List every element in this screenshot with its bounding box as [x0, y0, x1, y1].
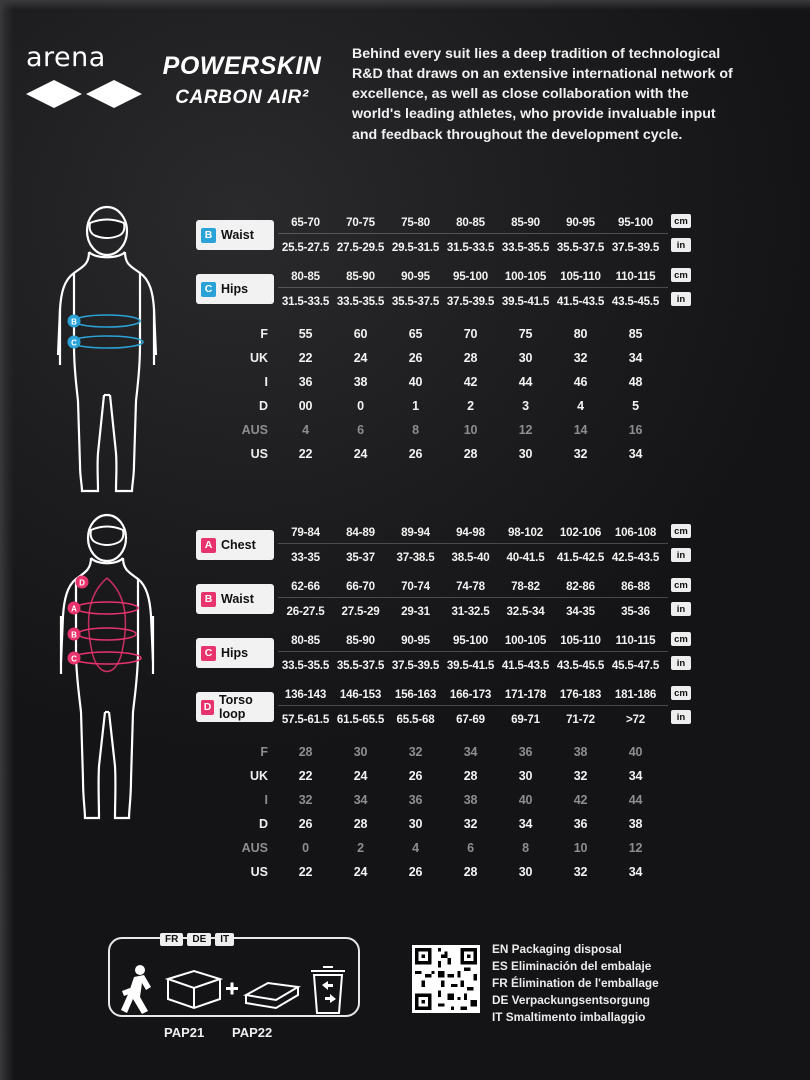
size-value: 26	[408, 351, 423, 365]
measurement-value: 171-178	[504, 688, 547, 701]
measurement-value: 95-100	[453, 634, 488, 647]
size-system-label: I	[264, 793, 268, 807]
measurement-value: 95-100	[453, 270, 488, 283]
size-system-label: D	[258, 817, 268, 831]
measurement-value: 78-82	[511, 580, 540, 593]
size-system-label: US	[250, 447, 268, 461]
panel-top-edge	[0, 0, 810, 10]
size-value: 42	[463, 375, 478, 389]
language-tab[interactable]: DE	[187, 933, 211, 946]
measurement-value: 35-36	[621, 605, 650, 618]
measurement-value: 43.5-45.5	[611, 295, 660, 308]
size-value: 30	[518, 769, 533, 783]
measurement-value: 65-70	[291, 216, 320, 229]
size-value: 80	[573, 327, 588, 341]
measurement-values-in	[278, 650, 663, 672]
size-value: 30	[408, 817, 423, 831]
svg-text:B: B	[71, 630, 77, 640]
measurement-tag: B	[201, 228, 216, 243]
row-divider	[278, 651, 668, 652]
measurement-value: 84-89	[346, 526, 375, 539]
size-system-label: I	[264, 375, 268, 389]
qr-code[interactable]	[412, 945, 480, 1013]
measurement-value: 41.5-43.5	[501, 659, 550, 672]
measurement-value: 32.5-34	[506, 605, 545, 618]
measurement-value: 62-66	[291, 580, 320, 593]
size-value: 40	[518, 793, 533, 807]
measurement-value: 90-95	[401, 634, 430, 647]
size-value: 34	[628, 769, 643, 783]
size-system-label: F	[260, 327, 268, 341]
size-value: 36	[408, 793, 423, 807]
size-value: 22	[298, 769, 313, 783]
measurement-value: 70-74	[401, 580, 430, 593]
row-divider	[278, 543, 668, 544]
svg-text:D: D	[79, 578, 85, 588]
unit-badge: in	[671, 656, 691, 670]
measurement-value: 35.5-37.5	[336, 659, 385, 672]
measurement-label	[196, 530, 274, 560]
size-value: 22	[298, 447, 313, 461]
measurement-value: 41.5-43.5	[556, 295, 605, 308]
male-body-diagram	[52, 205, 162, 500]
size-value: 4	[412, 841, 419, 855]
measurement-value: 86-88	[621, 580, 650, 593]
measurement-tag: B	[201, 592, 216, 607]
size-value: 2	[357, 841, 364, 855]
size-value: 60	[353, 327, 368, 341]
size-value: 55	[298, 327, 313, 341]
size-value: 6	[357, 423, 364, 437]
measurement-value: 80-85	[291, 634, 320, 647]
measurement-value: 69-71	[511, 713, 540, 726]
row-divider	[278, 233, 668, 234]
size-value: 30	[518, 865, 533, 879]
measurement-value: 85-90	[346, 270, 375, 283]
size-value: 38	[628, 817, 643, 831]
recycling-icons	[118, 957, 358, 1019]
size-value: 6	[467, 841, 474, 855]
measurement-value: 38.5-40	[451, 551, 490, 564]
measurement-tag: A	[201, 538, 216, 553]
size-system-label: UK	[249, 769, 268, 783]
measurement-label	[196, 692, 274, 722]
size-value: 22	[298, 351, 313, 365]
size-value: 3	[522, 399, 529, 413]
size-value: 10	[463, 423, 478, 437]
measurement-values-in	[278, 596, 663, 618]
disposal-line: IT Smaltimento imballaggio	[492, 1010, 646, 1025]
size-value: 65	[408, 327, 423, 341]
size-value: 24	[353, 865, 368, 879]
size-value: 28	[298, 745, 313, 759]
measurement-value: 26-27.5	[286, 605, 325, 618]
size-value: 30	[518, 351, 533, 365]
measurement-label	[196, 638, 274, 668]
size-system-label: AUS	[241, 841, 268, 855]
measurement-value: 106-108	[614, 526, 657, 539]
row-divider	[278, 705, 668, 706]
size-value: 48	[628, 375, 643, 389]
size-value: 34	[628, 351, 643, 365]
measurement-value: 37-38.5	[396, 551, 435, 564]
row-divider	[278, 287, 668, 288]
size-value: 40	[408, 375, 423, 389]
size-value: 34	[463, 745, 478, 759]
size-value: 26	[298, 817, 313, 831]
size-value: 2	[467, 399, 474, 413]
measurement-value: 105-110	[560, 270, 601, 283]
size-value: 36	[573, 817, 588, 831]
size-value: 36	[298, 375, 313, 389]
size-values	[278, 442, 663, 466]
svg-text:B: B	[71, 317, 77, 327]
measurement-name: Hips	[221, 282, 249, 296]
measurement-values-cm	[278, 518, 663, 539]
measurement-value: 74-78	[456, 580, 485, 593]
size-values	[278, 836, 663, 860]
size-system-label: UK	[249, 351, 268, 365]
measurement-value: 166-173	[449, 688, 492, 701]
size-value: 1	[412, 399, 419, 413]
measurement-value: 61.5-65.5	[336, 713, 385, 726]
size-system-label: D	[258, 399, 268, 413]
size-values	[278, 764, 663, 788]
measurement-value: 35.5-37.5	[556, 241, 605, 254]
measurement-value: 79-84	[291, 526, 320, 539]
measurement-values-in	[278, 542, 663, 564]
measurement-value: 29.5-31.5	[391, 241, 440, 254]
size-value: 14	[573, 423, 588, 437]
size-values	[278, 812, 663, 836]
size-value: 75	[518, 327, 533, 341]
measurement-value: 80-85	[291, 270, 320, 283]
size-value: 12	[518, 423, 533, 437]
measurement-value: 100-105	[504, 270, 547, 283]
measurement-value: 82-86	[566, 580, 595, 593]
svg-text:C: C	[71, 338, 77, 348]
size-value: 34	[353, 793, 368, 807]
size-values	[278, 394, 663, 418]
size-values	[278, 860, 663, 884]
unit-badge: cm	[671, 524, 691, 538]
measurement-value: 25.5-27.5	[281, 241, 330, 254]
measurement-values-in	[278, 286, 663, 308]
measurement-value: 40-41.5	[506, 551, 545, 564]
size-value: 40	[628, 745, 643, 759]
size-value: 30	[353, 745, 368, 759]
size-values	[278, 322, 663, 346]
measurement-value: 80-85	[456, 216, 485, 229]
size-values	[278, 788, 663, 812]
measurement-value: 67-69	[456, 713, 485, 726]
measurement-name: Hips	[221, 646, 249, 660]
measurement-value: >72	[625, 713, 646, 726]
pap21-label: PAP21	[164, 1025, 205, 1040]
measurement-value: 41.5-42.5	[556, 551, 605, 564]
size-values	[278, 740, 663, 764]
measurement-value: 94-98	[456, 526, 485, 539]
measurement-value: 27.5-29	[341, 605, 380, 618]
size-value: 70	[463, 327, 478, 341]
measurement-value: 105-110	[560, 634, 601, 647]
size-value: 24	[353, 447, 368, 461]
measurement-value: 39.5-41.5	[446, 659, 495, 672]
unit-badge: cm	[671, 268, 691, 282]
size-value: 00	[298, 399, 313, 413]
svg-text:A: A	[71, 604, 77, 614]
size-value: 44	[518, 375, 533, 389]
size-value: 28	[463, 865, 478, 879]
measurement-value: 35.5-37.5	[391, 295, 440, 308]
unit-badge: cm	[671, 578, 691, 592]
measurement-value: 110-115	[615, 634, 656, 647]
measurement-tag: D	[201, 700, 214, 715]
unit-badge: in	[671, 238, 691, 252]
measurement-value: 33.5-35.5	[281, 659, 330, 672]
measurement-value: 98-102	[508, 526, 543, 539]
panel-left-edge	[0, 0, 14, 1080]
measurement-value: 90-95	[401, 270, 430, 283]
measurement-value: 37.5-39.5	[446, 295, 495, 308]
arena-logo	[26, 44, 146, 110]
measurement-value: 34-35	[566, 605, 595, 618]
svg-text:C: C	[71, 654, 77, 664]
size-value: 32	[573, 351, 588, 365]
female-body-diagram	[52, 512, 162, 847]
measurement-tag: C	[201, 282, 216, 297]
size-value: 24	[353, 351, 368, 365]
measurement-value: 70-75	[346, 216, 375, 229]
measurement-name: Waist	[221, 228, 254, 242]
measurement-value: 89-94	[401, 526, 430, 539]
size-value: 26	[408, 769, 423, 783]
measurement-value: 29-31	[401, 605, 430, 618]
size-value: 32	[573, 865, 588, 879]
measurement-value: 31.5-33.5	[446, 241, 495, 254]
size-value: 26	[408, 865, 423, 879]
size-value: 32	[573, 769, 588, 783]
footer	[0, 925, 810, 1060]
measurement-value: 71-72	[566, 713, 595, 726]
size-value: 28	[463, 769, 478, 783]
size-value: 32	[298, 793, 313, 807]
size-value: 34	[628, 447, 643, 461]
measurement-value: 181-186	[614, 688, 657, 701]
language-tab[interactable]: FR	[160, 933, 183, 946]
measurement-name: Chest	[221, 538, 256, 552]
measurement-tag: C	[201, 646, 216, 661]
measurement-value: 66-70	[346, 580, 375, 593]
size-value: 46	[573, 375, 588, 389]
measurement-value: 31.5-33.5	[281, 295, 330, 308]
marketing-blurb: Behind every suit lies a deep tradition of technological R&D that draws on an extensive international network of excellence, as well as close collaboration with the world's leading athletes, who provide invaluable input and feedback throughout the development cycle.	[352, 46, 733, 143]
measurement-values-in	[278, 704, 663, 726]
measurement-value: 176-183	[559, 688, 602, 701]
disposal-line: EN Packaging disposal	[492, 942, 622, 956]
size-value: 34	[628, 865, 643, 879]
measurement-value: 90-95	[566, 216, 595, 229]
header	[0, 30, 810, 150]
size-value: 5	[632, 399, 639, 413]
unit-badge: in	[671, 710, 691, 724]
measurement-value: 75-80	[401, 216, 430, 229]
measurement-value: 85-90	[511, 216, 540, 229]
disposal-line: ES Eliminación del embalaje	[492, 959, 652, 974]
measurement-value: 37.5-39.5	[391, 659, 440, 672]
measurement-value: 43.5-45.5	[556, 659, 605, 672]
unit-badge: cm	[671, 214, 691, 228]
measurement-value: 136-143	[284, 688, 327, 701]
language-tabs	[160, 933, 234, 946]
measurement-values-cm	[278, 208, 663, 229]
measurement-label	[196, 274, 274, 304]
pap22-label: PAP22	[232, 1025, 273, 1040]
size-value: 16	[628, 423, 643, 437]
size-values	[278, 346, 663, 370]
unit-badge: in	[671, 292, 691, 306]
product-name-line2: CARBON AIR²	[175, 87, 309, 108]
arena-logo-text: arena	[26, 42, 106, 73]
size-system-label: US	[250, 865, 268, 879]
unit-badge: in	[671, 602, 691, 616]
measurement-value: 31-32.5	[451, 605, 490, 618]
measurement-label	[196, 584, 274, 614]
measurement-values-in	[278, 232, 663, 254]
disposal-instructions	[492, 941, 659, 1026]
measurement-value: 27.5-29.5	[336, 241, 385, 254]
size-value: 38	[353, 375, 368, 389]
size-value: 36	[518, 745, 533, 759]
product-name-line1: POWERSKIN	[162, 52, 322, 80]
measurement-value: 95-100	[618, 216, 653, 229]
size-value: 42	[573, 793, 588, 807]
measurement-value: 42.5-43.5	[611, 551, 660, 564]
arena-chevron-icon	[26, 80, 144, 110]
unit-badge: cm	[671, 632, 691, 646]
size-value: 4	[577, 399, 584, 413]
measurement-value: 65.5-68	[396, 713, 435, 726]
measurement-value: 57.5-61.5	[281, 713, 330, 726]
measurement-value: 39.5-41.5	[501, 295, 550, 308]
size-values	[278, 418, 663, 442]
measurement-value: 110-115	[615, 270, 656, 283]
unit-badge: in	[671, 548, 691, 562]
measurement-value: 33.5-35.5	[336, 295, 385, 308]
size-value: 0	[357, 399, 364, 413]
size-value: 32	[408, 745, 423, 759]
measurement-value: 85-90	[346, 634, 375, 647]
size-system-label: F	[260, 745, 268, 759]
size-system-label: AUS	[241, 423, 268, 437]
measurement-values-cm	[278, 680, 663, 701]
measurement-value: 33.5-35.5	[501, 241, 550, 254]
row-divider	[278, 597, 668, 598]
size-value: 10	[573, 841, 588, 855]
size-values	[278, 370, 663, 394]
measurement-value: 156-163	[394, 688, 437, 701]
size-value: 34	[518, 817, 533, 831]
product-name	[152, 52, 332, 109]
size-value: 85	[628, 327, 643, 341]
measurement-values-cm	[278, 572, 663, 593]
size-value: 12	[628, 841, 643, 855]
size-value: 32	[463, 817, 478, 831]
measurement-value: 45.5-47.5	[611, 659, 660, 672]
size-value: 38	[463, 793, 478, 807]
size-value: 22	[298, 865, 313, 879]
measurement-value: 33-35	[291, 551, 320, 564]
measurement-name: Waist	[221, 592, 254, 606]
size-value: 44	[628, 793, 643, 807]
size-value: 24	[353, 769, 368, 783]
measurement-value: 146-153	[339, 688, 382, 701]
language-tab[interactable]: IT	[215, 933, 234, 946]
size-value: 30	[518, 447, 533, 461]
size-value: 28	[353, 817, 368, 831]
size-value: 0	[302, 841, 309, 855]
measurement-values-cm	[278, 262, 663, 283]
measurement-name: Torso loop	[218, 693, 253, 721]
disposal-line: DE Verpackungsentsorgung	[492, 993, 650, 1008]
measurement-value: 100-105	[504, 634, 547, 647]
unit-badge: cm	[671, 686, 691, 700]
measurement-values-cm	[278, 626, 663, 647]
measurement-value: 35-37	[346, 551, 375, 564]
size-value: 38	[573, 745, 588, 759]
measurement-label	[196, 220, 274, 250]
measurement-value: 37.5-39.5	[611, 241, 660, 254]
size-value: 8	[522, 841, 529, 855]
size-value: 32	[573, 447, 588, 461]
disposal-line: FR Élimination de l'emballage	[492, 976, 659, 991]
size-value: 28	[463, 351, 478, 365]
size-value: 4	[302, 423, 309, 437]
measurement-value: 102-106	[559, 526, 602, 539]
size-value: 26	[408, 447, 423, 461]
size-value: 28	[463, 447, 478, 461]
size-value: 8	[412, 423, 419, 437]
